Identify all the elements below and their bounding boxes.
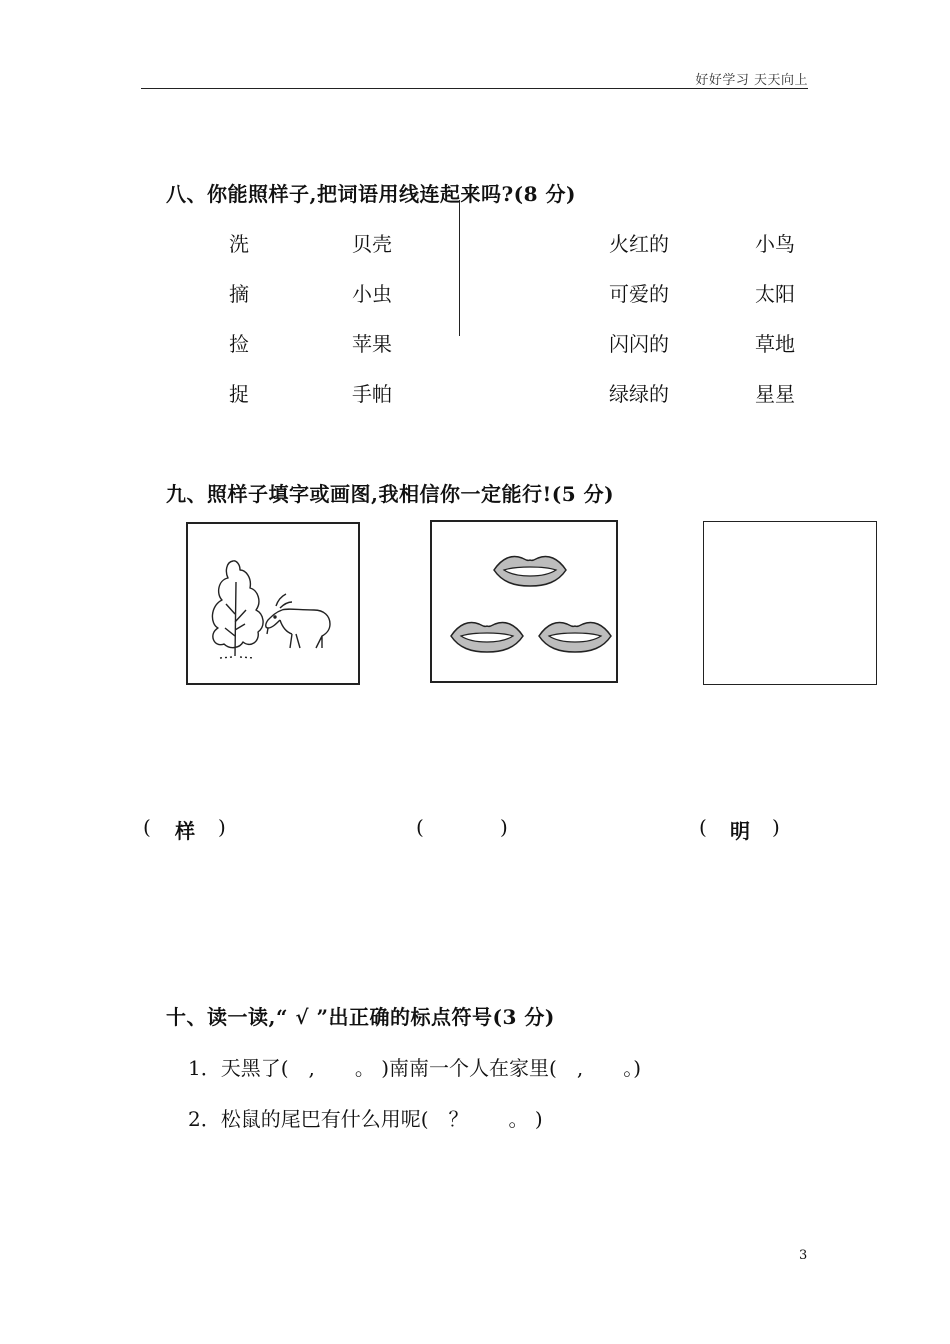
header-rule (141, 88, 808, 89)
page-number: 3 (799, 1248, 808, 1263)
drawing-answer-box[interactable] (703, 521, 877, 685)
caption-1-close: ) (218, 815, 226, 839)
adj-2: 可爱的 (609, 282, 669, 306)
question-1: 1．天黑了( , 。 )南南一个人在家里( , 。) (188, 1056, 642, 1080)
verb-4: 捉 (229, 382, 249, 406)
adj-4: 绿绿的 (609, 382, 669, 406)
section8-title: 八、你能照样子,把词语用线连起来吗?(8 分) (166, 182, 576, 206)
caption-1-open: ( (143, 815, 151, 839)
adj-1: 火红的 (609, 232, 669, 256)
mouth-bottom-right (539, 623, 611, 653)
section9-title: 九、照样子填字或画图,我相信你一定能行!(5 分) (166, 482, 615, 506)
verb-3: 捡 (229, 332, 249, 356)
caption-2-open: ( (416, 815, 424, 839)
goat-head (266, 594, 292, 628)
three-mouths-illustration (432, 522, 616, 681)
tree-trunk (225, 582, 246, 656)
goat-beard (267, 628, 268, 634)
example-picture-box (186, 522, 360, 685)
mouth-picture-box (430, 520, 618, 683)
tree-and-goat-illustration (188, 524, 358, 683)
noun-right-4: 星星 (755, 382, 795, 406)
caption-2-blank[interactable] (452, 815, 488, 839)
verb-2: 摘 (229, 282, 249, 306)
mouth-top (494, 557, 566, 587)
verb-1: 洗 (229, 232, 249, 256)
goat-body (280, 609, 330, 648)
question-2: 2．松鼠的尾巴有什么用呢( ？ 。 ) (188, 1107, 543, 1131)
caption-1-char: 样 (175, 819, 195, 843)
section10-title: 十、读一读,“ √ ”出正确的标点符号(3 分) (166, 1005, 555, 1029)
divider-line (459, 200, 460, 336)
noun-right-3: 草地 (755, 332, 795, 356)
mouth-bottom-left (451, 623, 523, 653)
adj-3: 闪闪的 (609, 332, 669, 356)
header-slogan: 好好学习 天天向上 (695, 73, 808, 88)
caption-2-close: ) (500, 815, 508, 839)
noun-left-3: 苹果 (352, 332, 392, 356)
noun-right-1: 小鸟 (755, 232, 795, 256)
caption-3-open: ( (699, 815, 707, 839)
goat-eye (274, 616, 276, 618)
caption-3-char: 明 (730, 819, 750, 843)
noun-left-2: 小虫 (352, 282, 392, 306)
noun-left-4: 手帕 (352, 382, 392, 406)
noun-right-2: 太阳 (755, 282, 795, 306)
caption-3-close: ) (772, 815, 780, 839)
ground (220, 657, 254, 658)
tree-foliage (212, 561, 263, 648)
noun-left-1: 贝壳 (352, 232, 392, 256)
